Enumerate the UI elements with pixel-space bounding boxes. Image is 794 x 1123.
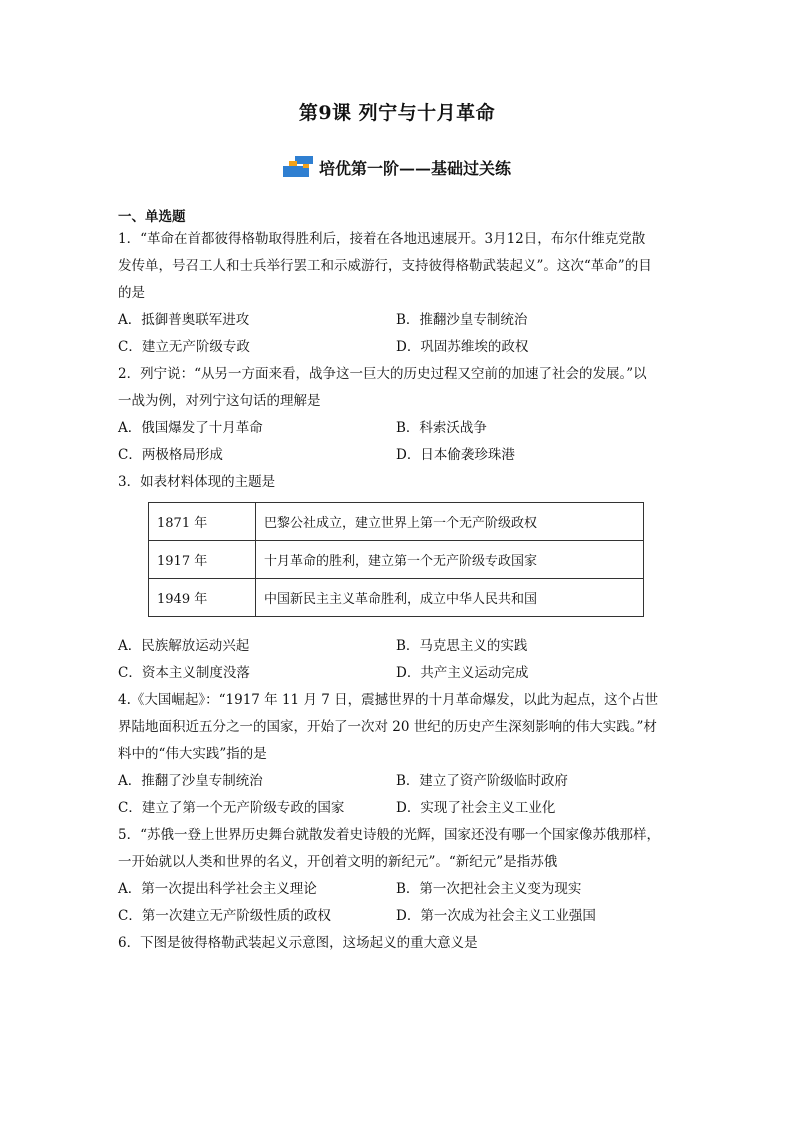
question-text: 料中的“伟大实践”指的是 [118,746,267,762]
question-list [118,208,678,957]
question-5 [118,822,678,930]
question-6 [118,930,678,957]
table-cell-year: 1871 年 [149,503,256,541]
question-text: 4.《大国崛起》：“1917 年 11 月 7 日，震撼世界的十月革命爆发，以此为起点，这个占世 [118,692,659,708]
question-text: 5．“苏俄一登上世界历史舞台就散发着史诗般的光辉，国家还没有哪一个国家像苏俄那样， [118,827,660,843]
option-c: C．第一次建立无产阶级性质的政权 [118,908,331,924]
option-b: B．科索沃战争 [396,420,487,436]
material-table [148,502,644,617]
question-4 [118,687,678,822]
table-cell-event: 十月革命的胜利，建立第一个无产阶级专政国家 [256,541,644,579]
section-title: 一、单选题 [118,209,186,225]
option-d: D．日本偷袭珍珠港 [396,447,515,463]
table-cell-year: 1949 年 [149,579,256,617]
question-text: 2．列宁说：“从另一方面来看，战争这一巨大的历史过程又空前的加速了社会的发展。”以 [118,366,647,382]
option-a: A．推翻了沙皇专制统治 [118,773,263,789]
option-c: C．两极格局形成 [118,447,223,463]
option-d: D．第一次成为社会主义工业强国 [396,908,596,924]
option-c: C．建立了第一个无产阶级专政的国家 [118,800,345,816]
option-d: D．共产主义运动完成 [396,665,529,681]
option-b: B．马克思主义的实践 [396,638,528,654]
table-cell-event: 巴黎公社成立，建立世界上第一个无产阶级政权 [256,503,644,541]
question-text: 3．如表材料体现的主题是 [118,474,276,490]
question-2 [118,361,678,469]
lesson-title: 第9课 列宁与十月革命 [298,102,496,124]
option-c: C．资本主义制度没落 [118,665,250,681]
question-text: 一战为例，对列宁这句话的理解是 [118,393,321,409]
option-b: B．第一次把社会主义变为现实 [396,881,582,897]
question-text: 界陆地面积近五分之一的国家，开始了一次对 20 世纪的历史产生深刻影响的伟大实践。”材 [118,719,657,735]
blocks-logo-icon [283,154,315,180]
level-banner [0,154,794,184]
question-text: 6．下图是彼得格勒武装起义示意图，这场起义的重大意义是 [118,935,478,951]
table-row [149,541,644,579]
option-a: A．抵御普奥联军进攻 [118,312,250,328]
option-b: B．建立了资产阶级临时政府 [396,773,568,789]
question-text: 的是 [118,285,145,301]
option-d: D．实现了社会主义工业化 [396,800,556,816]
table-row [149,503,644,541]
banner-text: 培优第一阶——基础过关练 [318,158,511,178]
table-cell-event: 中国新民主主义革命胜利，成立中华人民共和国 [256,579,644,617]
table-row [149,579,644,617]
table-cell-year: 1917 年 [149,541,256,579]
question-text: 发传单，号召工人和士兵举行罢工和示威游行，支持彼得格勒武装起义”。这次“革命”的目 [118,258,652,274]
option-b: B．推翻沙皇专制统治 [396,312,528,328]
option-a: A．第一次提出科学社会主义理论 [118,881,317,897]
option-a: A．俄国爆发了十月革命 [118,420,263,436]
question-3 [118,469,678,687]
question-text: 一开始就以人类和世界的名义，开创着文明的新纪元”。“新纪元”是指苏俄 [118,854,558,870]
option-c: C．建立无产阶级专政 [118,339,250,355]
option-a: A．民族解放运动兴起 [118,638,250,654]
option-d: D．巩固苏维埃的政权 [396,339,529,355]
question-1 [118,226,678,361]
question-text: 1．“革命在首都彼得格勒取得胜利后，接着在各地迅速展开。3月12日，布尔什维克党散 [118,231,646,247]
